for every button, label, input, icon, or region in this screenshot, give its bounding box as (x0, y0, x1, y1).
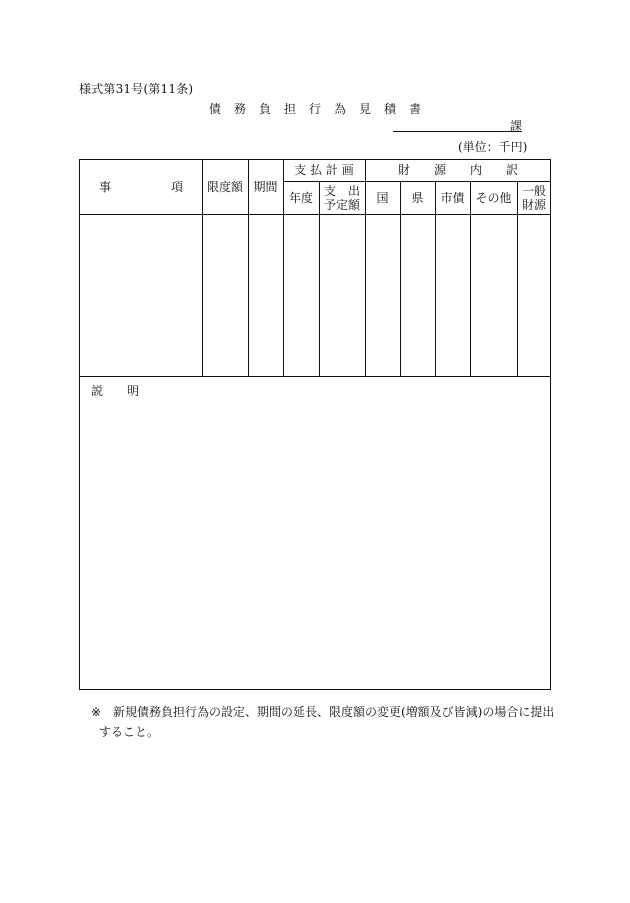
header-general-2: 財源 (521, 198, 546, 212)
national-input-cell[interactable] (366, 215, 400, 376)
item-input-cell[interactable] (81, 215, 202, 376)
prefecture-input-cell[interactable] (401, 215, 435, 376)
municipal-bond-input-cell[interactable] (436, 215, 470, 376)
header-payment-plan: 支 払 計 画 (294, 163, 354, 177)
header-period: 期間 (253, 180, 278, 194)
header-planned-1: 支 出 (323, 184, 360, 198)
other-input-cell[interactable] (471, 215, 517, 376)
department-label: 課 (510, 119, 523, 133)
header-other: その他 (475, 191, 512, 205)
title-char: 債 (208, 102, 221, 116)
year-input-cell[interactable] (284, 215, 319, 376)
header-planned-2: 予定額 (323, 198, 360, 212)
planned-input-cell[interactable] (320, 215, 365, 376)
limit-input-cell[interactable] (203, 215, 248, 376)
header-item: 事 項 (98, 180, 183, 194)
title-char: 為 (334, 102, 347, 116)
body-bottom-divider (80, 376, 551, 377)
title-char: 負 (258, 102, 271, 116)
form-number: 様式第31号(第11条) (79, 82, 194, 96)
footnote-line-1 (91, 702, 561, 722)
estimate-table (79, 159, 551, 690)
title-char: 積 (384, 102, 397, 116)
unit-label: (単位：千円) (458, 140, 528, 154)
period-input-cell[interactable] (249, 215, 283, 376)
header-funding: 財 源 内 訳 (397, 163, 518, 177)
title-char: 書 (409, 102, 422, 116)
explanation-input-area[interactable] (81, 402, 551, 688)
header-limit: 限度額 (206, 180, 243, 194)
footnote-text-2: すること。 (99, 725, 160, 739)
explanation-label: 説 明 (91, 384, 140, 398)
general-input-cell[interactable] (518, 215, 551, 376)
title-char: 担 (283, 102, 296, 116)
header-general-1: 一般 (521, 184, 546, 198)
header-national: 国 (376, 191, 389, 205)
header-year: 年度 (288, 191, 313, 205)
footnote-text-1: 新規債務負担行為の設定、期間の延長、限度額の変更(増額及び皆減)の場合に提出 (113, 705, 555, 719)
header-prefecture: 県 (411, 191, 424, 205)
header-municipal-bond: 市債 (440, 191, 465, 205)
title-char: 行 (308, 102, 321, 116)
title-char: 務 (233, 102, 246, 116)
document-title (0, 100, 630, 117)
reference-mark: ※ (91, 705, 102, 719)
footnote (91, 702, 561, 742)
header-sub-divider (283, 181, 551, 182)
department-blank-line[interactable] (393, 131, 522, 132)
title-char: 見 (359, 102, 372, 116)
